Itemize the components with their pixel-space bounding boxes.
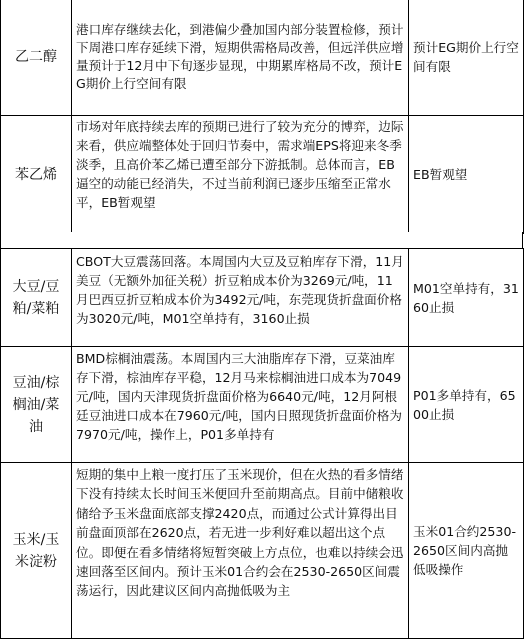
product-name: 玉米/玉米淀粉 <box>12 531 60 570</box>
table-row <box>1 347 524 463</box>
product-name-cell <box>1 347 72 463</box>
recommendation-text: 预计EG期价上行空间有限 <box>413 40 519 74</box>
recommendation-cell <box>409 0 524 116</box>
product-name: 大豆/豆粕/菜粕 <box>12 278 60 317</box>
analysis-text: 港口库存继续去化，到港偏少叠加国内部分装置检修，预计下周港口库存延续下滑，短期供需格局改善，但远洋供应增量预计于12月中下旬逐步显现，中期累库格局不改，预计EG期价上行空间有限 <box>76 22 404 91</box>
agricultural-table <box>0 248 524 639</box>
analysis-text: CBOT大豆震荡回落。本周国内大豆及豆粕库存下滑，11月美豆（无额外加征关税）折豆粕成本价为3269元/吨，11月巴西豆折豆粕成本价为3492元/吨，东莞现货折盘面价格为3020元/吨，M01空单持有，3160止损 <box>76 254 404 326</box>
recommendation-cell <box>409 249 524 347</box>
recommendation-text: EB暂观望 <box>413 167 468 182</box>
table-row <box>1 249 524 347</box>
energy-chemicals-table <box>0 0 524 234</box>
product-name-cell <box>1 116 72 234</box>
recommendation-text: 玉米01合约2530-2650区间内高抛低吸操作 <box>413 524 516 577</box>
analysis-cell <box>72 116 409 234</box>
section-gap <box>0 232 523 248</box>
analysis-cell <box>72 463 409 639</box>
recommendation-text: M01空单持有，3160止损 <box>413 280 519 315</box>
product-name-cell <box>1 0 72 116</box>
analysis-text: 短期的集中上粮一度打压了玉米现价，但在火热的看多情绪下没有持续太长时间玉米便回升至前期高点。目前中储粮收储给予玉米盘面底部支撑2420点，而通过公式计算得出目前盘面顶部在2620点，若无进一步利好难以超出这个点位。即便在看多情绪将短暂突破上方点位，也难以持续会迅速回落至区间内。预计玉米01合约会在2530-2650区间震荡运行，因此建议区间内高抛低吸为主 <box>76 467 404 599</box>
recommendation-cell <box>409 347 524 463</box>
product-name-cell <box>1 249 72 347</box>
product-name-cell <box>1 463 72 639</box>
product-name: 豆油/棕榈油/菜油 <box>12 374 60 435</box>
analysis-cell <box>72 347 409 463</box>
table-row <box>1 463 524 639</box>
analysis-text: BMD棕榈油震荡。本周国内三大油脂库存下滑，豆菜油库存下滑，棕油库存平稳，12月马来棕榈油进口成本为7049元/吨，国内天津现货折盘面价格为6640元/吨，12月阿根廷豆油进口成本在7960元/吨，国内日照现货折盘面价格为7970元/吨，操作上，P01多单持有 <box>76 351 402 442</box>
table-row <box>1 0 524 116</box>
table-row <box>1 116 524 234</box>
analysis-cell <box>72 249 409 347</box>
product-name: 苯乙烯 <box>15 166 57 183</box>
recommendation-cell <box>409 116 524 234</box>
recommendation-cell <box>409 463 524 639</box>
analysis-text: 市场对年底持续去库的预期已进行了较为充分的博弈，边际来看，供应端整体处于回归节奏中，需求端EPS将迎来冬季淡季，且高价苯乙烯已遭至部分下游抵制。总体而言，EB逼空的动能已经消失，不过当前利润已逐步压缩至正常水平，EB暂观望 <box>76 119 404 210</box>
product-name: 乙二醇 <box>15 49 57 65</box>
analysis-cell <box>72 0 409 116</box>
recommendation-text: P01多单持有，6500止损 <box>413 387 516 422</box>
